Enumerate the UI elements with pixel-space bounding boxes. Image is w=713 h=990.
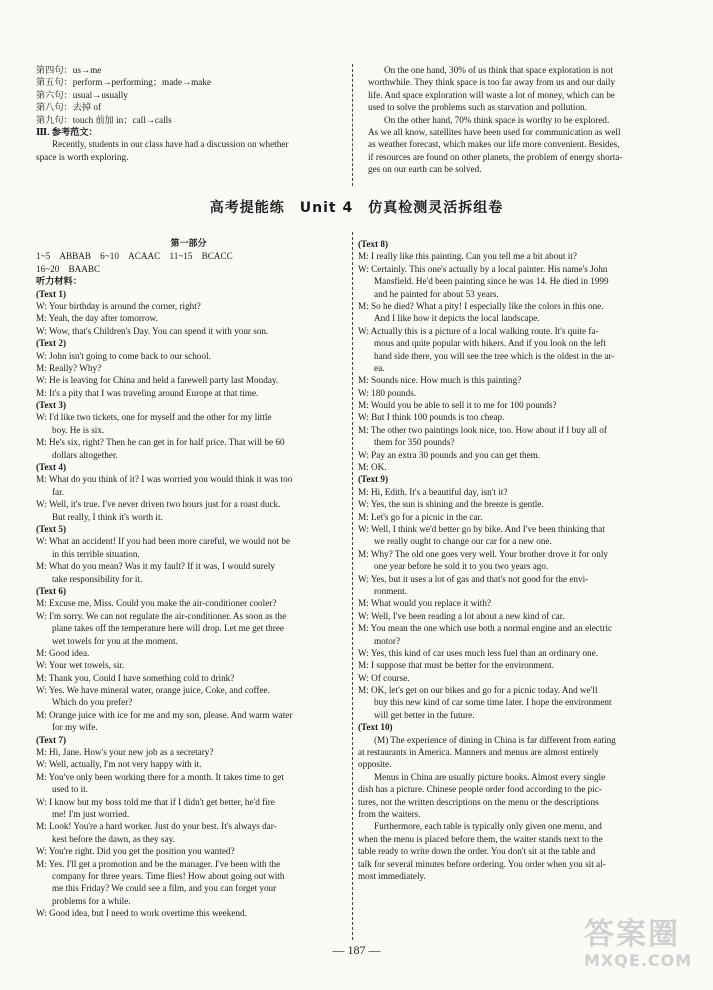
text-line: W: Pay an extra 30 pounds and you can get them. — [358, 449, 541, 460]
text-line: far. — [52, 486, 64, 497]
text-line: M: Sounds nice. How much is this painting? — [358, 375, 522, 386]
text-line: ronment. — [374, 585, 407, 596]
text-line: On the other hand, 70% think space is worthy to be explored. — [384, 114, 610, 125]
text-line: M: So he died? What a pity! I especially like the colors in this one. — [358, 300, 604, 311]
text-line: W: Well, I think we'd better go by bike. And I've been thinking that — [358, 523, 605, 534]
text-line: As we all know, satellites have been used for communication as well — [368, 126, 621, 137]
watermark-url: MXQE.COM — [584, 951, 693, 970]
page-number: — 187 — — [332, 943, 381, 957]
text-line: ea. — [374, 362, 385, 373]
text-line: 第八句：去掉 of — [36, 102, 102, 113]
text-line: And I like how it depicts the local landscape. — [374, 313, 540, 324]
text-line: one year before he sold it to you two years ago. — [374, 561, 549, 572]
text-line: wet towels for you at the moment. — [52, 635, 178, 646]
text-line: M: The other two paintings look nice, too. How about if I buy all of — [358, 424, 607, 435]
text-line: W: Of course. — [358, 672, 410, 683]
text-line: M: He's six, right? Then he can get in for half price. That will be 60 — [36, 437, 285, 448]
text-line: mous and quite popular with hikers. And if you look on the left — [374, 338, 606, 349]
text-line: W: John isn't going to come back to our school. — [36, 350, 211, 361]
text-line: 第五句：perform→performing；made→make — [36, 77, 212, 88]
text-line: M: Why? The old one goes very well. Your brother drove it for only — [358, 548, 608, 559]
text-line: motor? — [374, 635, 401, 646]
text-line: (Text 10) — [358, 722, 393, 733]
text-line: at restaurants in America. Manners and menus are almost entirely — [358, 747, 599, 758]
text-line: kest before the dawn, as they say. — [52, 833, 175, 844]
text-line: (Text 8) — [358, 239, 389, 249]
text-line: them for 350 pounds? — [374, 437, 455, 448]
text-line: (Text 5) — [36, 523, 67, 534]
text-line: (Text 9) — [358, 474, 389, 485]
text-line: M: Excuse me, Miss. Could you make the air-conditioner cooler? — [36, 598, 277, 609]
text-line: Furthermore, each table is typically only given one menu, and — [374, 821, 602, 832]
text-line: (Text 2) — [36, 338, 67, 349]
text-line: On the one hand, 30% of us think that space exploration is not — [384, 65, 613, 75]
text-line: W: What an accident! If you had been more careful, we would not be — [36, 536, 291, 547]
text-line: M: Look! You're a hard worker. Just do your best. It's always dar- — [36, 821, 277, 832]
text-line: W: I know but my boss told me that if I didn't get better, he'd fire — [36, 796, 275, 807]
text-line: in this terrible situation. — [52, 548, 140, 559]
text-line: (Text 1) — [36, 288, 67, 299]
text-line: M: Yeah, the day after tomorrow. — [36, 313, 158, 324]
watermark-logo — [584, 918, 704, 982]
text-line: M: Really? Why? — [36, 362, 102, 373]
text-line: most immediately. — [358, 870, 426, 881]
text-line: W: Good idea, but I need to work overtime this weekend. — [36, 908, 247, 919]
text-line: M: OK, let's get on our bikes and go for a picnic today. And we'll — [358, 685, 598, 696]
text-line: hand side there, you will see the tree which is the oldest in the ar- — [374, 350, 615, 361]
text-line: problems for a while. — [52, 895, 131, 906]
text-line: (Text 6) — [36, 585, 67, 596]
text-line: and he painted for about 53 years. — [374, 288, 499, 299]
text-line: Recently, students in our class have had a discussion on whether — [52, 139, 289, 150]
text-line: when the menu is placed before them, the waiter stands next to the — [358, 833, 603, 844]
text-line: as weather forecast, which makes our life more convenient. Besides, — [368, 139, 620, 150]
text-line: M: Let's go for a picnic in the car. — [358, 511, 483, 522]
text-line: W: Certainly. This one's actually by a local painter. His name's John — [358, 263, 608, 274]
text-line: M: You've only been working there for a month. It takes time to get — [36, 771, 284, 782]
left-lines — [36, 250, 341, 919]
text-line: M: What would you replace it with? — [358, 598, 492, 609]
text-line: M: What do you think of it? I was worried you would think it was too — [36, 474, 293, 485]
text-line: dish has a picture. Chinese people order food according to the pic- — [358, 784, 602, 795]
text-line: M: It's a pity that I was traveling around Europe at that time. — [36, 387, 259, 398]
text-line: from the waiters. — [358, 808, 421, 819]
text-line: space is worth exploring. — [36, 151, 129, 162]
section-heading: 第一部分 — [170, 239, 207, 249]
text-line: me this Friday? We could see a film, and you can forget your — [52, 883, 277, 894]
text-line: W: Actually this is a picture of a local walking route. It's quite fa- — [358, 325, 599, 336]
top-left-column — [36, 64, 336, 163]
text-line: W: Your birthday is around the corner, right? — [36, 300, 201, 311]
text-line: we really ought to change our car for a new one. — [374, 536, 552, 547]
column-divider-top — [352, 64, 353, 186]
right-column — [358, 238, 658, 882]
text-line: Which do you prefer? — [52, 697, 133, 708]
watermark-text: 答案圈 — [584, 917, 680, 952]
text-line: M: Yes. I'll get a promotion and be the manager. I've been with the — [36, 858, 281, 869]
text-line: W: Yes, the sun is shining and the breeze is gentle. — [358, 499, 544, 510]
text-line: W: 180 pounds. — [358, 387, 417, 398]
text-line: take responsibility for it. — [52, 573, 143, 584]
left-column — [36, 238, 341, 919]
text-line: if resources are found on other planets, the problem of energy shorta- — [368, 151, 623, 162]
text-line: 1~5 ABBAB 6~10 ACAAC 11~15 BCACC — [36, 251, 233, 262]
text-line: W: But I think 100 pounds is too cheap. — [358, 412, 505, 423]
top-right-column — [368, 64, 658, 176]
text-line: 第六句：usual→usually — [36, 89, 128, 100]
text-line: dollars altogether. — [52, 449, 118, 460]
text-line: M: Would you be able to sell it to me for 100 pounds? — [358, 400, 557, 411]
text-line: But really, I think it's worth it. — [52, 511, 163, 522]
text-line: company for three years. Time flies! How about going out with — [52, 870, 285, 881]
text-line: M: You mean the one which use both a normal engine and an electric — [358, 623, 613, 634]
text-line: for my wife. — [52, 722, 98, 733]
text-line: 听力材料： — [36, 276, 82, 287]
text-line: M: I suppose that must be better for the environment. — [358, 660, 554, 671]
text-line: buy this new kind of car some time later. I hope the environment — [374, 697, 612, 708]
text-line: worthwhile. They think space is too far away from us and our daily — [368, 77, 616, 88]
text-line: W: Well, it's true. I've never driven two hours just for a roast duck. — [36, 499, 281, 510]
text-line: M: Hi, Jane. How's your new job as a secretary? — [36, 747, 214, 758]
text-line: M: I really like this painting. Can you tell me a bit about it? — [358, 251, 577, 262]
text-line: Menus in China are usually picture books. Almost every single — [374, 771, 606, 782]
text-line: M: Hi, Edith. It's a beautiful day, isn't it? — [358, 486, 508, 497]
text-line: (Text 7) — [36, 734, 67, 745]
text-line: table ready to write down the order. You don't sit at the table and — [358, 846, 596, 857]
text-line: tures, not the written descriptions on the menu or the descriptions — [358, 796, 599, 807]
text-line: M: Thank you. Could I have something cold to drink? — [36, 672, 235, 683]
text-line: M: Orange juice with ice for me and my son, please. And warm water — [36, 709, 293, 720]
text-line: ges on our earth can be solved. — [368, 164, 482, 175]
text-line: (M) The experience of dining in China is far different from eating — [374, 734, 616, 745]
text-line: 16~20 BAABC — [36, 263, 101, 274]
text-line: W: Yes, but it uses a lot of gas and that's not good for the envi- — [358, 573, 589, 584]
text-line: W: Yes. We have mineral water, orange juice, Coke, and coffee. — [36, 685, 270, 696]
text-line: used to solve the problems such as starvation and pollution. — [368, 102, 587, 113]
text-line: used to it. — [52, 784, 88, 795]
text-line: W: Your wet towels, sir. — [36, 660, 125, 671]
text-line: W: Wow, that's Children's Day. You can spend it with your son. — [36, 325, 269, 336]
text-line: will get better in the future. — [374, 709, 475, 720]
unit-title: 高考提能练 Unit 4 仿真检测灵活拆组卷 — [209, 200, 504, 216]
text-line: (Text 4) — [36, 462, 67, 473]
text-line: 第九句：touch 前加 in；call→calls — [36, 114, 172, 125]
text-line: W: Well, actually, I'm not very happy with it. — [36, 759, 202, 770]
text-line: W: Yes, this kind of car uses much less fuel than an ordinary one. — [358, 647, 599, 658]
text-line: W: You're right. Did you get the position you wanted? — [36, 846, 235, 857]
text-line: plane takes off the temperature here will drop. Let me get three — [52, 623, 284, 634]
text-line: M: What do you mean? Was it my fault? If it was, I would surely — [36, 561, 276, 572]
text-line: W: I'd like two tickets, one for myself and the other for my little — [36, 412, 272, 423]
column-divider-main — [352, 232, 353, 940]
text-line: W: Well, I've been reading a lot about a new kind of car. — [358, 610, 565, 621]
text-line: (Text 3) — [36, 400, 67, 411]
text-line: talk for several minutes before ordering. You order when you sit al- — [358, 858, 606, 869]
text-line: Mansfield. He'd been painting since he was 14. He died in 1999 — [374, 276, 609, 287]
text-line: Ⅲ. 参考范文： — [36, 126, 98, 137]
text-line: opposite. — [358, 759, 392, 770]
text-line: W: I'm sorry. We can not regulate the air-conditioner. As soon as the — [36, 610, 287, 621]
text-line: life. And space exploration will waste a lot of money, which can be — [368, 89, 615, 100]
text-line: 第四句：us→me — [36, 65, 102, 75]
text-line: me! I'm just worried. — [52, 808, 130, 819]
text-line: W: He is leaving for China and held a farewell party last Monday. — [36, 375, 279, 386]
text-line: M: OK. — [358, 462, 387, 473]
text-line: M: Good idea. — [36, 647, 90, 658]
text-line: boy. He is six. — [52, 424, 105, 435]
